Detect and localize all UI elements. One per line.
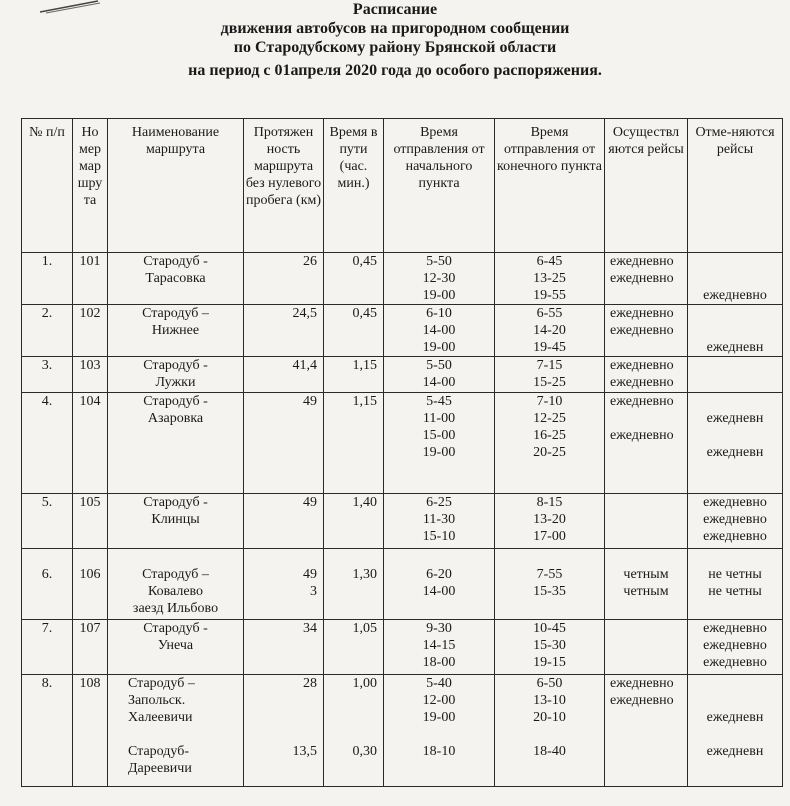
route-name: Стародуб – Ковалево заезд Ильбово (108, 549, 244, 620)
route-length: 26 (244, 253, 324, 305)
travel-time: 0,45 (324, 253, 384, 305)
departures-start: 6-20 14-00 (384, 549, 495, 620)
cancelled-trips: ежедневно (688, 253, 783, 305)
row-number: 8. (22, 675, 73, 787)
departures-end: 6-50 13-10 20-10 18-40 (495, 675, 605, 787)
table-row (22, 549, 783, 620)
departures-start: 6-10 14-00 19-00 (384, 305, 495, 357)
row-number: 6. (22, 549, 73, 620)
travel-time: 1,00 0,30 (324, 675, 384, 787)
subtitle-line-2: по Стародубскому району Брянской области (233, 39, 557, 56)
subtitle-line-3: на период с 01апреля 2020 года до особого распоряжения. (188, 62, 602, 79)
travel-time: 1,30 (324, 549, 384, 620)
departures-start: 5-40 12-00 19-00 18-10 (384, 675, 495, 787)
row-number: 1. (22, 253, 73, 305)
travel-time: 0,45 (324, 305, 384, 357)
row-number: 3. (22, 357, 73, 393)
running-trips (605, 620, 688, 675)
route-length: 28 13,5 (244, 675, 324, 787)
cancelled-trips: ежедневно ежедневно ежедневно (688, 494, 783, 549)
route-number: 101 (73, 253, 108, 305)
cancelled-trips: ежедневн ежедневн (688, 393, 783, 494)
header-departure-start: Время отправления от начального пункта (384, 119, 495, 253)
table-row (22, 357, 783, 393)
route-length: 41,4 (244, 357, 324, 393)
row-number: 2. (22, 305, 73, 357)
row-number: 5. (22, 494, 73, 549)
departures-start: 9-30 14-15 18-00 (384, 620, 495, 675)
cancelled-trips (688, 357, 783, 393)
route-number: 102 (73, 305, 108, 357)
subtitle-line-1: движения автобусов на пригородном сообщении (220, 20, 570, 37)
table-row (22, 253, 783, 305)
departures-end: 6-45 13-25 19-55 (495, 253, 605, 305)
cancelled-trips: ежедневно ежедневно ежедневно (688, 620, 783, 675)
running-trips: ежедневно ежедневно (605, 253, 688, 305)
header-cancelled-trips: Отме-няются рейсы (688, 119, 783, 253)
route-name: Стародуб - Тарасовка (108, 253, 244, 305)
running-trips: ежедневно ежедневно (605, 675, 688, 787)
running-trips (605, 494, 688, 549)
table-row (22, 494, 783, 549)
route-name: Стародуб - Клинцы (108, 494, 244, 549)
header-departure-end: Время отправления от конечного пункта (495, 119, 605, 253)
route-name: Стародуб - Унеча (108, 620, 244, 675)
header-length: Протяжен ность маршрута без нулевого пробега (км) (244, 119, 324, 253)
header-route-name: Наименование маршрута (108, 119, 244, 253)
departures-end: 7-55 15-35 (495, 549, 605, 620)
departures-end: 7-10 12-25 16-25 20-25 (495, 393, 605, 494)
travel-time: 1,05 (324, 620, 384, 675)
running-trips: ежедневно ежедневно (605, 357, 688, 393)
table-row (22, 305, 783, 357)
route-length: 49 (244, 393, 324, 494)
route-number: 105 (73, 494, 108, 549)
cancelled-trips: ежедневн ежедневн (688, 675, 783, 787)
header-route-number: Но мер мар шру та (73, 119, 108, 253)
route-name: Стародуб – Запольск. Халеевичи Стародуб- Дареевичи (108, 675, 244, 787)
table-row (22, 393, 783, 494)
route-name: Стародуб - Азаровка (108, 393, 244, 494)
departures-start: 5-45 11-00 15-00 19-00 (384, 393, 495, 494)
departures-end: 7-15 15-25 (495, 357, 605, 393)
route-length: 49 (244, 494, 324, 549)
running-trips: четным четным (605, 549, 688, 620)
cancelled-trips: ежедневн (688, 305, 783, 357)
running-trips: ежедневно ежедневно (605, 393, 688, 494)
page-title: Расписание (352, 1, 438, 18)
departures-end: 6-55 14-20 19-45 (495, 305, 605, 357)
route-number: 103 (73, 357, 108, 393)
header-travel-time: Время в пути (час. мин.) (324, 119, 384, 253)
departures-start: 5-50 14-00 (384, 357, 495, 393)
route-length: 49 3 (244, 549, 324, 620)
table-row (22, 620, 783, 675)
travel-time: 1,15 (324, 393, 384, 494)
route-name: Стародуб – Нижнее (108, 305, 244, 357)
travel-time: 1,40 (324, 494, 384, 549)
departures-start: 6-25 11-30 15-10 (384, 494, 495, 549)
header-running-trips: Осуществл яются рейсы (605, 119, 688, 253)
route-number: 107 (73, 620, 108, 675)
route-length: 24,5 (244, 305, 324, 357)
route-number: 104 (73, 393, 108, 494)
route-name: Стародуб - Лужки (108, 357, 244, 393)
departures-end: 10-45 15-30 19-15 (495, 620, 605, 675)
row-number: 4. (22, 393, 73, 494)
table-row (22, 675, 783, 787)
route-number: 108 (73, 675, 108, 787)
departures-start: 5-50 12-30 19-00 (384, 253, 495, 305)
header-row (22, 119, 783, 253)
route-length: 34 (244, 620, 324, 675)
header-num: № п/п (22, 119, 73, 253)
running-trips: ежедневно ежедневно (605, 305, 688, 357)
departures-end: 8-15 13-20 17-00 (495, 494, 605, 549)
travel-time: 1,15 (324, 357, 384, 393)
schedule-table (21, 118, 783, 787)
route-number: 106 (73, 549, 108, 620)
cancelled-trips: не четны не четны (688, 549, 783, 620)
row-number: 7. (22, 620, 73, 675)
